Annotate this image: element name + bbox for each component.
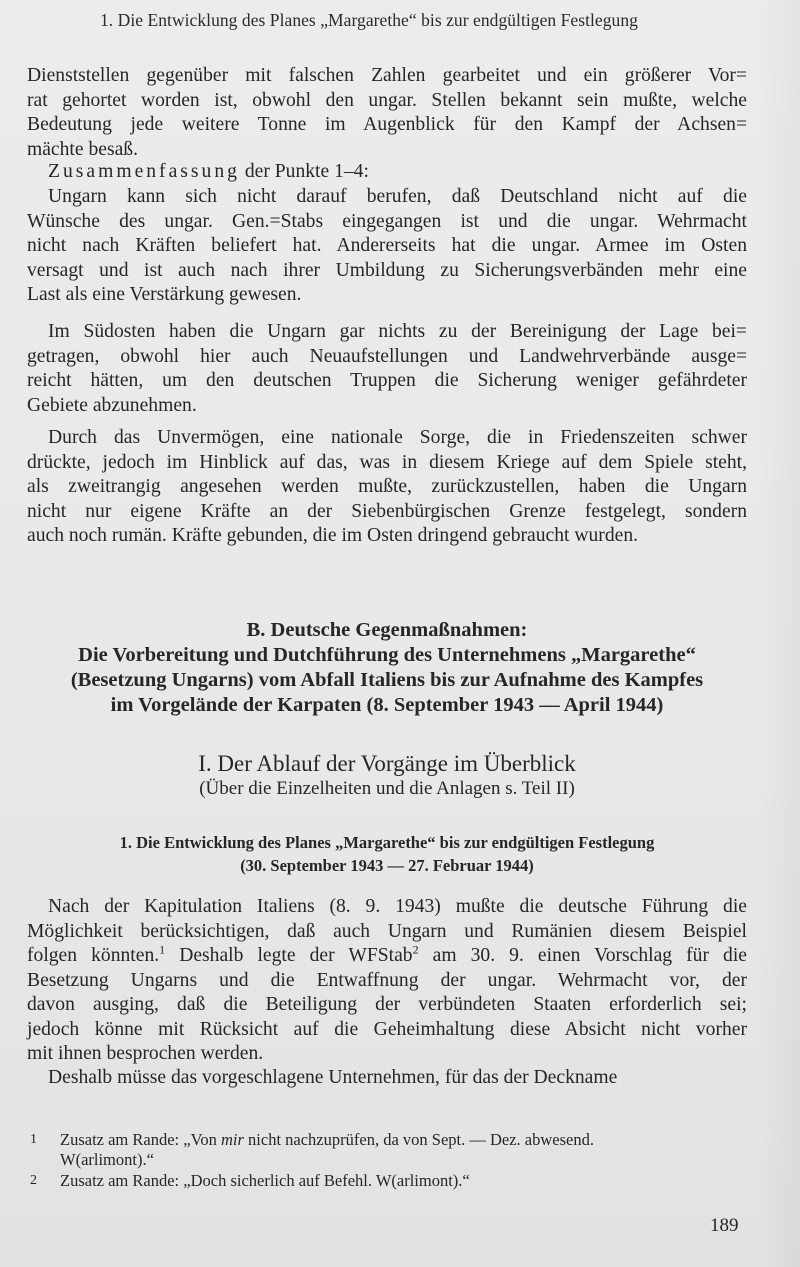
section-b-title: B. Deutsche Gegenmaßnahmen: [246,619,528,641]
footnote-text: Zusatz am Rande: „Von [60,1130,221,1149]
footnote-number: 2 [30,1173,37,1188]
text-line: rat gehortet worden ist, obwohl den ungar. Stellen bekannt sein mußte, welche [27,89,747,111]
text-line: Bedeutung jede weitere Tonne im Augenblick für den Kampf der Achsen= [27,114,747,135]
paragraph-continued [27,64,747,162]
footnote-text: nicht nachzuprüfen, da von Sept. — Dez. abwesend. [243,1130,594,1149]
text-segment: folgen könnten. [27,945,160,966]
text-line: Durch das Unvermögen, eine nationale Sorge, die in Friedenszeiten schwer [48,427,747,448]
page-number: 189 [710,1215,739,1236]
paragraph-unvermoegen [27,426,747,549]
text-segment: Deshalb legte der WFStab [165,945,413,966]
paragraph-suedosten [27,320,747,418]
text-line: drückte, jedoch im Hinblick auf das, was in diesem Kriege auf dem Spiele steht, [27,451,747,473]
footnote-2 [27,1171,747,1191]
text-line: Ungarn kann sich nicht darauf berufen, daß Deutschland nicht auf die [48,186,747,207]
footnote-number: 1 [30,1132,37,1147]
text-line: jedoch könne mit Rücksicht auf die Geheimhaltung diese Absicht nicht vorher [27,1018,747,1040]
text-line: Last als eine Verstärkung gewesen. [27,284,302,305]
summary-heading-rest: der Punkte 1–4: [239,161,369,182]
subsection-1-title: 1. Die Entwicklung des Planes „Margarethe“ bis zur endgültigen Festlegung [119,833,655,852]
section-i-heading [27,751,747,801]
footnote-1 [27,1130,747,1170]
paragraph-summary [27,185,747,308]
section-b-subtitle-line: (Besetzung Ungarns) vom Abfall Italiens bis zur Aufnahme des Kampfes [70,669,704,691]
text-line [27,944,747,969]
footnote-text: Zusatz am Rande: „Doch sicherlich auf Befehl. W(arlimont).“ [60,1171,470,1190]
text-line: versagt und ist auch nach ihrer Umbildung zu Sicherungsverbänden mehr eine [27,259,747,281]
text-line: davon ausging, daß die Beteiligung der verbündeten Staaten erforderlich sei; [27,994,747,1015]
text-line: mit ihnen besprochen werden. [27,1043,264,1064]
summary-heading [27,160,747,185]
section-i-subtitle: (Über die Einzelheiten und die Anlagen s. Teil II) [199,778,575,799]
page-edge-shadow [760,0,800,1267]
text-line: reicht hätten, um den deutschen Truppen die Sicherung weniger gefährdeter [27,370,747,391]
footnote-text: W(arlimont).“ [60,1150,154,1169]
text-line: Wünsche des ungar. Gen.=Stabs eingegangen ist und die ungar. Wehrmacht [27,210,747,232]
text-line: nicht nur eigene Kräfte an der Siebenbürgischen Grenze festgelegt, sondern [27,500,747,522]
footnote-emphasis: mir [221,1130,244,1149]
summary-heading-spaced: Zusammenfassung [48,161,240,182]
text-line: Dienststellen gegenüber mit falschen Zahlen gearbeitet und ein größerer Vor= [27,65,747,86]
section-b-heading [27,618,747,718]
text-line: getragen, obwohl hier auch Neuaufstellungen und Landwehrverbände ausge= [27,345,747,367]
section-b-subtitle-line: Die Vorbereitung und Dutchführung des Unternehmens „Margarethe“ [78,644,696,666]
text-line: Besetzung Ungarns und die Entwaffnung der ungar. Wehrmacht vor, der [27,969,747,991]
footnotes [27,1130,747,1191]
text-line: mächte besaß. [27,138,138,160]
text-line: Gebiete abzunehmen. [27,394,197,416]
text-line: Im Südosten haben die Ungarn gar nichts zu der Bereinigung der Lage bei= [48,321,747,342]
section-b-subtitle-line: im Vorgelände der Karpaten (8. September 1943 — April 1944) [110,694,664,716]
text-line: auch noch rumän. Kräfte gebunden, die im Osten dringend gebraucht wurden. [27,525,639,546]
text-line: Nach der Kapitulation Italiens (8. 9. 1943) mußte die deutsche Führung die [48,896,747,917]
text-line: Deshalb müsse das vorgeschlagene Unternehmen, für das der Deckname [48,1067,618,1088]
section-i-title: I. Der Ablauf der Vorgänge im Überblick [198,751,576,776]
paragraph-kapitulation [27,895,747,1067]
footnote-ref-1[interactable]: 1 [159,942,166,957]
paragraph-deckname [27,1066,747,1091]
subsection-1-dates: (30. September 1943 — 27. Februar 1944) [240,856,534,875]
text-line: als zweitrangig angesehen werden mußte, zurückzustellen, haben die Ungarn [27,476,747,497]
subsection-1-heading [27,831,747,877]
running-header: 1. Die Entwicklung des Planes „Margarethe“ bis zur endgültigen Festlegung [100,10,638,30]
text-segment: am 30. 9. einen Vorschlag für die [418,945,747,966]
text-line: nicht nach Kräften beliefert hat. Andererseits hat die ungar. Armee im Osten [27,235,747,256]
text-line: Möglichkeit berücksichtigen, daß auch Ungarn und Rumänien diesem Beispiel [27,920,747,942]
footnote-ref-2[interactable]: 2 [412,942,419,957]
